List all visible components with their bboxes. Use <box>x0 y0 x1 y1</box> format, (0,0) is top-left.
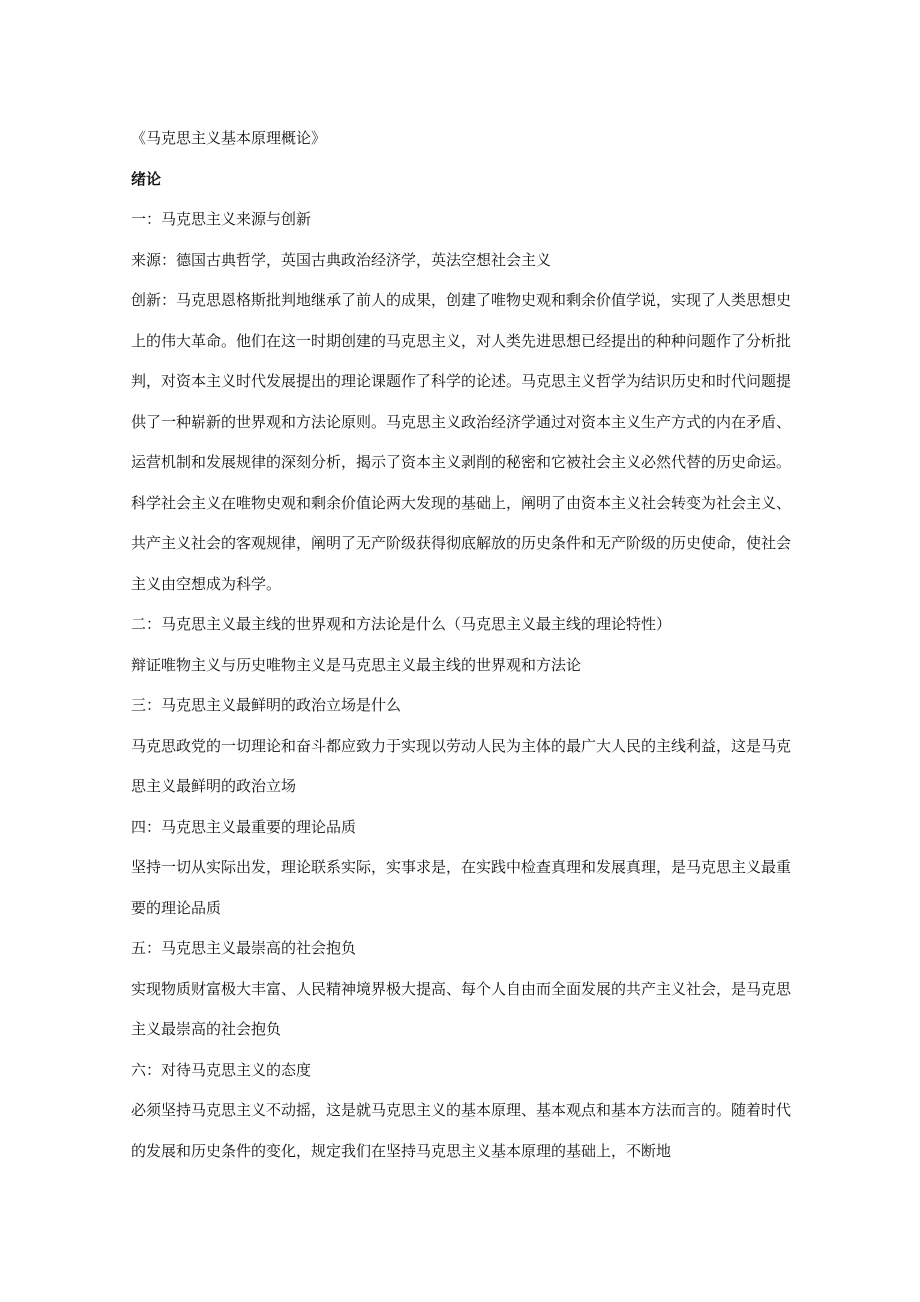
theoretical-quality-paragraph: 坚持一切从实际出发，理论联系实际，实事求是，在实践中检查真理和发展真理，是马克思主义最重要的理论品质 <box>131 858 792 917</box>
chapter-heading: 绪论 <box>131 169 162 188</box>
innovation-paragraph: 创新：马克思恩格斯批判地继承了前人的成果，创建了唯物史观和剩余价值学说，实现了人类思想史上的伟大革命。他们在这一时期创建的马克思主义，对人类先进思想已经提出的种种问题作了分析批判，对资本主义时代发展提出的理论课题作了科学的论述。马克思主义哲学为结识历史和时代问题提供了一种崭新的世界观和方法论原则。马克思主义政治经济学通过对资本主义生产方式的内在矛盾、运营机制和发展规律的深刻分析，揭示了资本主义剥削的秘密和它被社会主义必然代替的历史命运。科学社会主义在唯物史观和剩余价值论两大发现的基础上，阐明了由资本主义社会转变为社会主义、共产主义社会的客观规律，阐明了无产阶级获得彻底解放的历史条件和无产阶级的历史使命，使社会主义由空想成为科学。 <box>131 291 792 593</box>
section-heading-2: 二：马克思主义最主线的世界观和方法论是什么（马克思主义最主线的理论特性） <box>131 615 672 633</box>
book-title: 《马克思主义基本原理概论》 <box>131 129 327 147</box>
section-heading-3: 三：马克思主义最鲜明的政治立场是什么 <box>131 696 402 714</box>
document-body <box>131 118 791 1171</box>
attitude-paragraph: 必须坚持马克思主义不动摇，这是就马克思主义的基本原理、基本观点和基本方法而言的。随着时代的发展和历史条件的变化，规定我们在坚持马克思主义基本原理的基础上，不断地 <box>131 1101 792 1160</box>
section-heading-4: 四：马克思主义最重要的理论品质 <box>131 817 357 836</box>
political-stance-paragraph: 马克思政党的一切理论和奋斗都应致力于实现以劳动人民为主体的最广大人民的主线利益，这是马克思主义最鲜明的政治立场 <box>131 736 792 795</box>
section-heading-1: 一：马克思主义来源与创新 <box>131 210 312 228</box>
section-heading-5: 五：马克思主义最崇高的社会抱负 <box>131 939 357 957</box>
social-ideal-paragraph: 实现物质财富极大丰富、人民精神境界极大提高、每个人自由而全面发展的共产主义社会，是马克思主义最崇高的社会抱负 <box>131 979 792 1038</box>
section-heading-6: 六：对待马克思主义的态度 <box>131 1060 312 1079</box>
worldview-paragraph: 辩证唯物主义与历史唯物主义是马克思主义最主线的世界观和方法论 <box>131 655 582 674</box>
sources-paragraph: 来源：德国古典哲学，英国古典政治经济学，英法空想社会主义 <box>131 250 552 269</box>
